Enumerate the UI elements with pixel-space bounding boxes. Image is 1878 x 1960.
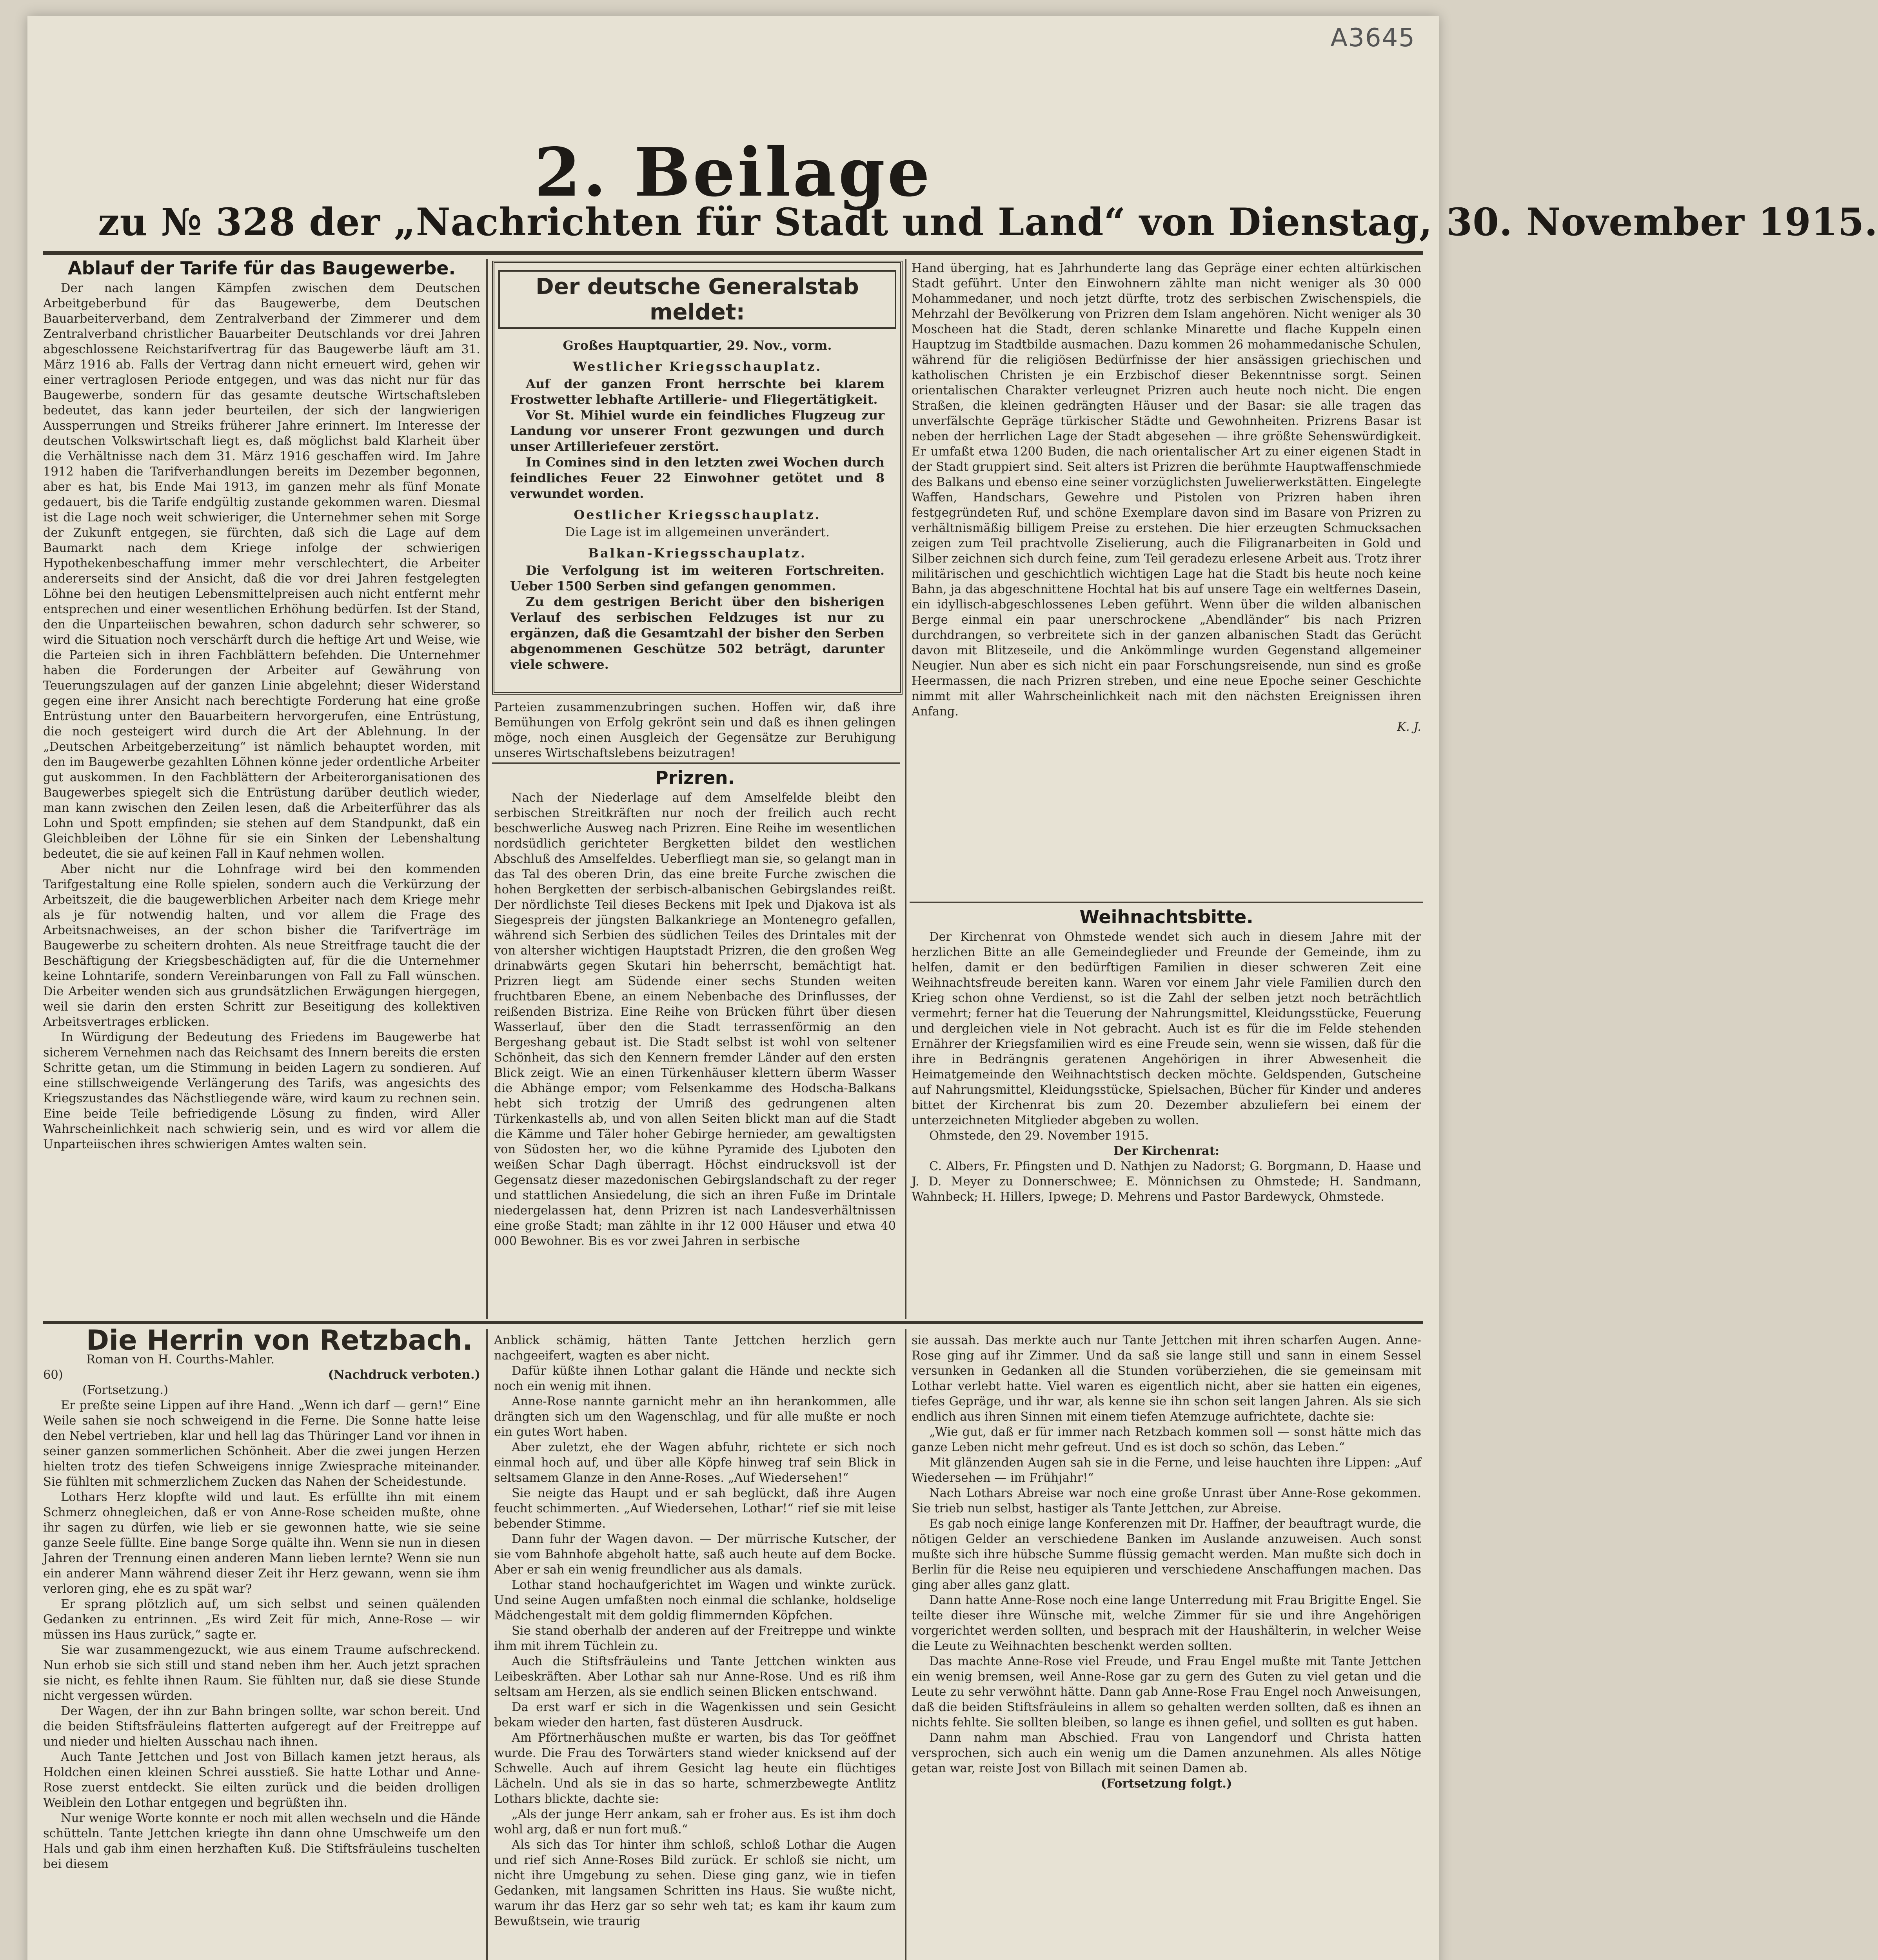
generalstab-title: Der deutsche Generalstab meldet:	[498, 270, 896, 329]
novel-paragraph: „Wie gut, daß er für immer nach Retzbach kommen soll — sonst hätte mich das ganze Leben nicht mehr gefreut. Und es ist doch so schön, das Leben.“	[912, 1425, 1421, 1454]
weihnacht-body: Der Kirchenrat von Ohmstede wendet sich auch in diesem Jahre mit der herzlichen Bitte an alle Gemeindeglieder und Freunde der Gemeinde, ihm zu helfen, damit er den bedürftigen Familien in dieser schweren Zeit eine Weihnachtsfreude bereiten kann. Waren vor einem Jahr viele Familien durch den Krieg schon ohne Verdienst, so ist die Zahl der selben jetzt noch beträchtlich vermehrt; ferner hat die Teuerung der Nahrungsmittel, Kleidungsstücke, Feuerung und dergleichen viele in Not gebracht. Auch ist es für die im Felde stehenden Ernährer der Kriegsfamilien wird es eine Freude sein, wenn sie wissen, daß für die ihre in Bedrängnis geratenen Angehörigen in ihrer Abwesenheit die Heimatgemeinde den Weihnachtstisch decken möchte. Geldspenden, Gutscheine auf Nahrungsmittel, Kleidungsstücke, Spielsachen, Bücher für Kinder und anderes bittet der Kirchenrat bis zum 20. Dezember abzuliefern bei einem der unterzeichneten Mitglieder abgeben zu wollen.	[912, 930, 1421, 1127]
novel-paragraph: Mit glänzenden Augen sah sie in die Ferne, und leise hauchten ihre Lippen: „Auf Wiedersehen — im Frühjahr!“	[912, 1456, 1421, 1485]
report-dateline: Großes Hauptquartier, 29. Nov., vorm.	[563, 338, 832, 353]
west-report: In Comines sind in den letzten zwei Wochen durch feindliches Feuer 22 Einwohner getötet und 8 verwundet worden.	[510, 455, 885, 501]
installment-number: 60)	[43, 1368, 63, 1382]
novel-paragraph: Am Pförtnerhäuschen mußte er warten, bis das Tor geöffnet wurde. Die Frau des Torwärters stand wieder knicksend auf der Schwelle. Auch auf ihrem Gesicht lag heute ein flüchtiges Lächeln. Und als sie in das so harte, schmerzbewegte Antlitz Lothars blickte, dachte sie:	[494, 1731, 896, 1806]
novel-column-3	[912, 1333, 1421, 1791]
weihnacht-column	[912, 906, 1421, 1205]
novel-paragraph: Als sich das Tor hinter ihm schloß, schloß Lothar die Augen und rief sich Anne-Roses Bild zurück. Er schloß sie nicht, um nicht ihre Umgebung zu sehen. Diese ging ganz, wie in tiefen Gedanken, mit langsamen Schritten ins Haus. Sie wußte nicht, warum ihr das Herz gar so sehr weh tat; es kam ihr kaum zum Bewußtsein, wie traurig	[494, 1838, 896, 1928]
weihnacht-date: Ohmstede, den 29. November 1915.	[929, 1129, 1149, 1143]
novel-paragraph: Sie stand oberhalb der anderen auf der Freitreppe und winkte ihm mit ihrem Tüchlein zu.	[494, 1624, 896, 1653]
novel-column-1	[43, 1324, 480, 1872]
novel-paragraph: „Als der junge Herr ankam, sah er froher aus. Es ist ihm doch wohl arg, daß er nun fort muß.“	[494, 1808, 896, 1837]
novel-paragraph: Auch die Stiftsfräuleins und Tante Jettchen winkten aus Leibeskräften. Aber Lothar sah nur Anne-Rose. Und es riß ihm seltsam am Herzen, als sie endlich seinen Blicken entschwand.	[494, 1655, 896, 1699]
column-divider	[486, 259, 488, 1319]
column-divider	[905, 1329, 906, 1960]
novel-paragraph: Dafür küßte ihnen Lothar galant die Hände und neckte sich noch ein wenig mit ihnen.	[494, 1364, 896, 1393]
novel-column-2	[494, 1333, 896, 1929]
east-report: Die Lage ist im allgemeinen unverändert.	[565, 524, 830, 539]
newspaper-page	[27, 16, 1878, 1960]
prizren-signature: K. J.	[1397, 720, 1421, 734]
weihnacht-heading: Weihnachtsbitte.	[1079, 906, 1253, 927]
novel-title: Die Herrin von Retzbach.	[86, 1324, 473, 1356]
header-rule	[43, 251, 1423, 255]
prizren-paragraph: Nach der Niederlage auf dem Amselfelde bleibt den serbischen Streitkräften nur noch der freilich auch recht beschwerliche Ausweg nach Prizren. Eine Reihe im wesentlichen nordsüdlich gerichteter Bergketten bildet den westlichen Abschluß des Amselfeldes. Ueberfliegt man sie, so gelangt man in das Tal des oberen Drin, das eine breite Furche zwischen die hohen Bergketten der serbisch-albanischen Gebirgslandes reißt. Der nördlichste Teil dieses Beckens mit Ipek und Djakova ist als Siegespreis der jüngsten Balkankriege an Montenegro gefallen, während sich Serbien des südlichen Teiles des Drintales mit der von altersher wichtigen Hauptstadt Prizren, die den großen Weg drinabwärts gegen Skutari hin beherrscht, bemächtigt hat. Prizren liegt am Südende einer sechs Stunden weiten fruchtbaren Ebene, an einem Nebenbache des Drinflusses, der reißenden Bistriza. Eine Reihe von Brücken führt über diesen Wasserlauf, über den die Stadt terrassenförmig an den Bergeshang gebaut ist. Die Stadt selbst ist wohl von seltener Schönheit, das sich den Kennern fremder Länder auf den ersten Blick zeigt. Wie an einen Türkenhäuser klettern überm Wasser die Abhänge empor; vom Felsenkamme des Hodscha-Balkans hebt sich trotzig der Umriß des gedrungenen alten Türkenkastells ab, und von allen Seiten blickt man auf die Stadt die Kämme und Täler hoher Gebirge hernieder, am gewaltigsten von Südosten her, wo die kühne Pyramide des Ljuboten den weißen Schar Dagh überragt. Höchst eindrucksvoll ist der Gegensatz dieser mazedonischen Gebirgslandschaft zu der reger und stattlichen Ansiedelung, die sich an ihren Fuße im Drintale niedergelassen hat, denn Prizren ist nach Landesverhältnissen eine große Stadt; man zählte in ihr 12 000 Häuser und etwa 40 000 Bewohner. Bis es vor zwei Jahren in serbische	[494, 791, 896, 1248]
novel-paragraph: Auch Tante Jettchen und Jost von Billach kamen jetzt heraus, als Holdchen einen kleinen Schrei ausstieß. Sie hatte Lothar und Anne-Rose zuerst entdeckt. Sie eilten zurück und die beiden drolligen Weiblein den Lothar entgegen und begrüßten ihn.	[43, 1750, 480, 1810]
column-divider	[905, 259, 906, 1319]
novel-byline: Roman von H. Courths-Mahler.	[86, 1353, 275, 1367]
novel-paragraph: Sie war zusammengezuckt, wie aus einem Traume aufschreckend. Nun erhob sie sich still und stand neben ihm her. Auch jetzt sprachen sie nicht, es fehlte ihnen Raum. Sie fühlten nur, daß sie diese Stunde nicht vergessen würden.	[43, 1643, 480, 1703]
council-members: C. Albers, Fr. Pfingsten und D. Nathjen zu Nadorst; G. Borgmann, D. Haase und J. D. Meyer zu Donnerschwee; E. Mönnichsen zu Ohmstede; H. Sandmann, Wahnbeck; H. Hillers, Ipwege; D. Mehrens und Pastor Bardewyck, Ohmstede.	[912, 1160, 1421, 1204]
tarife-paragraph: In Würdigung der Bedeutung des Friedens im Baugewerbe hat sicherem Vernehmen nach das Reichsamt des Innern bereits die ersten Schritte getan, um die Stimmung in beiden Lagern zu sondieren. Auf eine stillschweigende Verlängerung des Tarifs, was angesichts des Kriegszustandes das Nächstliegende wäre, wird kaum zu rechnen sein. Eine beide Teile befriedigende Lösung zu finden, wird Aller Wahrscheinlichkeit nach schwierig sein, und es wird vor allem die Unparteiischen ihres schwierigen Amtes walten sein.	[43, 1031, 480, 1151]
novel-paragraph: Anblick schämig, hätten Tante Jettchen herzlich gern nachgeeifert, wagten es aber nicht.	[494, 1334, 896, 1363]
prizren-continued: Hand überging, hat es Jahrhunderte lang das Gepräge einer echten altürkischen Stadt geführt. Unter den Einwohnern zählte man nicht weniger als 30 000 Mohammedaner, und noch jetzt dürfte, trotz des serbischen Zwischenspiels, die Mehrzahl der Bevölkerung von Prizren dem Islam angehören. Nicht weniger als 30 Moscheen hat die Stadt, deren schlanke Minarette und flache Kuppeln einen Hauptzug im Stadtbilde ausmachen. Dazu kommen 26 mohammedanische Schulen, während für die religiösen Bedürfnisse der hier ansässigen griechischen und katholischen Christen je ein Erzbischof dieser Bekenntnisse sorgt. Seinen orientalischen Charakter verleugnet Prizren auch heute noch nicht. Die engen Straßen, die kleinen gedrängten Häuser und der Basar: sie alle tragen das unverfälschte Gepräge türkischer Städte und Gewohnheiten. Prizrens Basar ist neben der herrlichen Lage der Stadt abgesehen — ihre größte Sehenswürdigkeit. Er umfaßt etwa 1200 Buden, die nach orientalischer Art zu einer eigenen Stadt in der Stadt gruppiert sind. Seit alters ist Prizren die berühmte Hauptwaffenschmiede des Balkans und ebenso eine seiner vorzüglichsten Juwelierwerkstätten. Eingelegte Waffen, Handschars, Gewehre und Pistolen von Prizren haben ihren festgegründeten Ruf, und schöne Exemplare davon sind im Basare von Prizren zu verhältnismäßig billigem Preise zu erstehen. Die hier erzeugten Schmucksachen zeigen zum Teil prachtvolle Ziselierung, auch die Filigranarbeiten in Gold und Silber zeichnen sich durch feine, zum Teil geradezu erlesene Arbeit aus. Trotz ihrer militärischen und geschichtlich wichtigen Lage hat die Stadt bis heute noch keine Bahn, ja das abgeschnittene Hochtal hat bis auf unsere Tage ein weltfernes Dasein, ein idyllisch-abgeschlossenes Leben geführt. Wenn über die wilden albanischen Berge einmal ein paar unerschrockene „Abendländer“ bis nach Prizren durchdrangen, so verbreitete sich in der ganzen albanischen Stadt das Gerücht davon mit Blitzeseile, und die Ankömmlinge wurden Gegenstand allgemeiner Neugier. Nun aber es sich nicht ein paar Forschungsreisende, nun sind es große Heermassen, die nach Prizren streben, und eine neue Epoche seiner Geschichte nimmt mit aller Wahrscheinlichkeit nach mit den nächsten Ereignissen ihren Anfang. K. J.	[912, 261, 1421, 734]
balkan-report: Zu dem gestrigen Bericht über den bisherigen Verlauf des serbischen Feldzuges ist nur zu ergänzen, daß die Gesamtzahl der bisher den Serben abgenommenen Geschütze 502 beträgt, darunter viele schwere.	[510, 594, 885, 672]
generalstab-box	[492, 261, 903, 695]
novel-paragraph: Er preßte seine Lippen auf ihre Hand. „Wenn ich darf — gern!“ Eine Weile sahen sie noch schweigend in die Ferne. Die Sonne hatte leise den Nebel vertrieben, klar und hell lag das Thüringer Land vor ihnen in seiner ganzen sommerlichen Schönheit. Aber die zwei jungen Herzen hielten trotz des tiefen Schweigens innige Zwiesprache miteinander. Sie fühlten mit schmerzlichem Zucken das Nahen der Scheidestunde.	[43, 1399, 480, 1489]
west-report: Vor St. Mihiel wurde ein feindliches Flugzeug zur Landung vor unserer Front gezwungen und durch unser Artilleriefeuer zerstört.	[510, 408, 885, 454]
west-report: Auf der ganzen Front herrschte bei klarem Frostwetter lebhafte Artillerie- und Fliegertätigkeit.	[510, 376, 885, 407]
page-subtitle: zu № 328 der „Nachrichten für Stadt und Land“ von Dienstag, 30. November 1915.	[98, 200, 1878, 244]
balkan-heading: Balkan-Kriegsschauplatz.	[588, 546, 807, 561]
novel-paragraph: Dann fuhr der Wagen davon. — Der mürrische Kutscher, der sie vom Bahnhofe abgeholt hatte, saß auch heute auf dem Bocke. Aber er sah ein wenig freundlicher aus als damals.	[494, 1532, 896, 1577]
section-rule	[910, 902, 1423, 903]
novel-paragraph: Es gab noch einige lange Konferenzen mit Dr. Haffner, der beauftragt wurde, die nötigen Gelder an verschiedene Banken im Auslande anzuweisen. Auch sonst mußte sich ihre hübsche Summe flüssig gemacht werden. Man mußte sich doch in Berlin für die Reise neu equipieren und verschiedene Anschaffungen machen. Das ging aber alles ganz glatt.	[912, 1517, 1421, 1592]
novel-paragraph: Sie neigte das Haupt und er sah beglückt, daß ihre Augen feucht schimmerten. „Auf Wiedersehen, Lothar!“ rief sie mit leise bebender Stimme.	[494, 1486, 896, 1531]
continuation-note: (Fortsetzung.)	[82, 1383, 169, 1397]
novel-paragraph: Dann hatte Anne-Rose noch eine lange Unterredung mit Frau Brigitte Engel. Sie teilte dieser ihre Wünsche mit, welche Zimmer für sie und ihre Angehörigen vorgerichtet werden sollten, und besprach mit der Haushälterin, in welcher Weise die Leute zu Weihnachten beschenkt werden sollten.	[912, 1593, 1421, 1653]
section-rule	[492, 762, 900, 764]
council-heading: Der Kirchenrat:	[1113, 1144, 1220, 1158]
prizren-column	[494, 767, 896, 1249]
novel-paragraph: Nur wenige Worte konnte er noch mit allen wechseln und die Hände schütteln. Tante Jettchen kriegte ihn dann ohne Umschweife um den Hals und gab ihm einen herzhaften Kuß. Die Stiftsfräuleins tuschelten bei diesem	[43, 1811, 480, 1871]
novel-paragraph: Das machte Anne-Rose viel Freude, und Frau Engel mußte mit Tante Jettchen ein wenig bremsen, weil Anne-Rose gar zu gern des Guten zu viel getan und die Leute zu sehr verwöhnt hätte. Dann gab Anne-Rose Frau Engel noch Anweisungen, daß die beiden Stiftsfräuleins in allem so gehalten werden sollten, daß es ihnen an nichts fehlte. Sie sollten bleiben, so lange es ihnen gefiel, und sollten es gut haben.	[912, 1655, 1421, 1730]
novel-paragraph: sie aussah. Das merkte auch nur Tante Jettchen mit ihren scharfen Augen. Anne-Rose ging auf ihr Zimmer. Und da saß sie lange still und sann in einem Sessel versunken in Gedanken all die Stunden vorüberziehen, die sie gemeinsam mit Lothar verlebt hatte. Viel waren es eigentlich nicht, aber sie hatten ein eigenes, tiefes Gepräge, und ihr war, als kenne sie ihn schon seit langen Jahren. Als sie sich endlich aus ihren Sinnen mit einem tiefen Atemzuge aufrichtete, dachte sie:	[912, 1334, 1421, 1424]
to-be-continued: (Fortsetzung folgt.)	[1101, 1777, 1232, 1791]
novel-paragraph: Aber zuletzt, ehe der Wagen abfuhr, richtete er sich noch einmal hoch auf, und über alle Köpfe hinweg traf sein Blick in seltsamem Glanze in den Anne-Roses. „Auf Wiedersehen!“	[494, 1441, 896, 1485]
novel-paragraph: Anne-Rose nannte garnicht mehr an ihn herankommen, alle drängten sich um den Wagenschlag, und für alle mußte er noch ein gutes Wort haben.	[494, 1395, 896, 1439]
feuilleton-rule	[43, 1321, 1423, 1324]
column-divider	[486, 1329, 488, 1960]
tarife-heading: Ablauf der Tarife für das Baugewerbe.	[68, 258, 456, 279]
novel-paragraph: Er sprang plötzlich auf, um sich selbst und seinen quälenden Gedanken zu entrinnen. „Es wird Zeit für mich, Anne-Rose — wir müssen ins Haus zurück,“ sagte er.	[43, 1597, 480, 1642]
parteien-text: Parteien zusammenzubringen suchen. Hoffen wir, daß ihre Bemühungen von Erfolg gekrönt sein und daß es ihnen gelingen möge, noch einen Ausgleich der Gegensätze zur Beruhigung unseres Wirtschaftslebens beizutragen!	[494, 701, 896, 760]
balkan-report: Die Verfolgung ist im weiteren Fortschreiten. Ueber 1500 Serben sind gefangen genommen.	[510, 563, 885, 593]
prizren-heading: Prizren.	[655, 767, 735, 788]
novel-paragraph: Da erst warf er sich in die Wagenkissen und sein Gesicht bekam wieder den harten, fast düsteren Ausdruck.	[494, 1700, 896, 1730]
no-reprint-note: (Nachdruck verboten.)	[328, 1368, 480, 1382]
east-heading: Oestlicher Kriegsschauplatz.	[574, 507, 821, 522]
west-heading: Westlicher Kriegsschauplatz.	[572, 359, 822, 374]
tarife-paragraph: Der nach langen Kämpfen zwischen dem Deutschen Arbeitgeberbund für das Baugewerbe, dem Deutschen Bauarbeiterverband, dem Zentralverband der Zimmerer und dem Zentralverband christlicher Bauarbeiter Deutschlands vor drei Jahren abgeschlossene Reichstarifvertrag für das Baugewerbe läuft am 31. März 1916 ab. Falls der Vertrag dann nicht erneuert wird, gehen wir einer vertraglosen Periode entgegen, und was das nicht nur für das Baugewerbe, sondern für das gesamte deutsche Wirtschaftsleben bedeutet, das kann jeder beurteilen, der sich der langwierigen Aussperrungen und Streiks früherer Jahre erinnert. Im Interesse der deutschen Volkswirtschaft liegt es, daß möglichst bald Klarheit über die Verhältnisse nach dem 31. März 1916 geschaffen wird. Im Jahre 1912 haben die Tarifverhandlungen bereits im Dezember begonnen, aber es hat, bis Ende Mai 1913, im ganzen mehr als fünf Monate gedauert, bis die Tarife endgültig zustande gekommen waren. Diesmal ist die Lage noch weit schwieriger, die Unternehmer sehen mit Sorge der Zukunft entgegen, sie fürchten, daß sich die Lage auf dem Baumarkt nach dem Kriege infolge der schwierigen Hypothekenbeschaffung immer mehr verschlechtert, die Arbeiter andererseits sind der Ansicht, daß die vor drei Jahren festgelegten Löhne bei den heutigen Lebensmittelpreisen auch nicht entfernt mehr entsprechen und einer wesentlichen Erhöhung bedürfen. Ist der Stand, den die Unparteiischen bewahren, schon dadurch sehr schwerer, so wird die Situation noch verschärft durch die heftige Art und Weise, wie die Parteien sich in ihren Fachblättern befehden. Die Unternehmer haben die Forderungen der Arbeiter auf Gewährung von Teuerungszulagen auf der ganzen Linie abgelehnt; dieser Widerstand gegen eine ihrer Ansicht nach berechtigte Forderung hat eine große Entrüstung unter den Bauarbeitern hervorgerufen, eine Entrüstung, die noch gesteigert wird durch die Art der Ablehnung. In der „Deutschen Arbeitgeberzeitung“ ist nämlich behauptet worden, mit den im Baugewerbe gezahlten Löhnen könne jeder ordentliche Arbeiter gut auskommen. In den Fachblättern der Arbeiterorganisationen des Baugewerbes spiegelt sich die Entrüstung darüber deutlich wieder, man kann zwischen den Zeilen lesen, daß die Arbeiterführer das als Lohn und Spott empfinden; sie stehen auf dem Standpunkt, daß ein Gleichbleiben der Löhne für sie ein Sinken der Lebenshaltung bedeutet, die sie auf keinen Fall in Kauf nehmen wollen.	[43, 281, 480, 861]
page-title: 2. Beilage	[534, 133, 932, 212]
novel-paragraph: Lothar stand hochaufgerichtet im Wagen und winkte zurück. Und seine Augen umfaßten noch einmal die schlanke, holdselige Mädchengestalt mit dem goldig flimmernden Köpfchen.	[494, 1578, 896, 1622]
tarife-paragraph: Aber nicht nur die Lohnfrage wird bei den kommenden Tarifgestaltung eine Rolle spielen, sondern auch die Verkürzung der Arbeitszeit, die die baugewerblichen Arbeiter nach dem Kriege mehr als je für notwendig halten, und vor allem die Frage des Arbeitsnachweises, an der schon bisher die Tarifverträge im Baugewerbe zu scheitern drohten. Als neue Streitfrage taucht die der Beschäftigung der Kriegsbeschädigten auf, für die die Unternehmer keine Lohntarife, sondern Vereinbarungen von Fall zu Fall wünschen. Die Arbeiter wenden sich aus grundsätzlichen Erwägungen hiergegen, weil sie darin den ersten Schritt zur Beseitigung des kollektiven Arbeitsvertrages erblicken.	[43, 862, 480, 1029]
novel-paragraph: Dann nahm man Abschied. Frau von Langendorf und Christa hatten versprochen, sich auch ein wenig um die Damen anzunehmen. Als alles Nötige getan war, reiste Jost von Billach mit seinen Damen ab.	[912, 1731, 1421, 1775]
novel-paragraph: Lothars Herz klopfte wild und laut. Es erfüllte ihn mit einem Schmerz ohnegleichen, daß er von Anne-Rose scheiden mußte, ohne ihr sagen zu dürfen, wie lieb er sie gewonnen hatte, wie sie seine ganze Seele füllte. Eine bange Sorge quälte ihn. Wenn sie nun in diesen Jahren der Trennung einen anderen Mann lieben lernte? Wenn sie nun ein anderer Mann während dieser Zeit ihr Herz gewann, wenn sie ihm verloren ging, ehe es zu spät war?	[43, 1490, 480, 1596]
tarife-column	[43, 258, 480, 1152]
novel-paragraph: Nach Lothars Abreise war noch eine große Unrast über Anne-Rose gekommen. Sie trieb nun selbst, hastiger als Tante Jettchen, zur Abreise.	[912, 1486, 1421, 1515]
novel-paragraph: Der Wagen, der ihn zur Bahn bringen sollte, war schon bereit. Und die beiden Stiftsfräuleins flatterten aufgeregt auf der Freitreppe auf und nieder und hielten Ausschau nach ihnen.	[43, 1704, 480, 1749]
archive-stamp: A3645	[1330, 24, 1415, 53]
